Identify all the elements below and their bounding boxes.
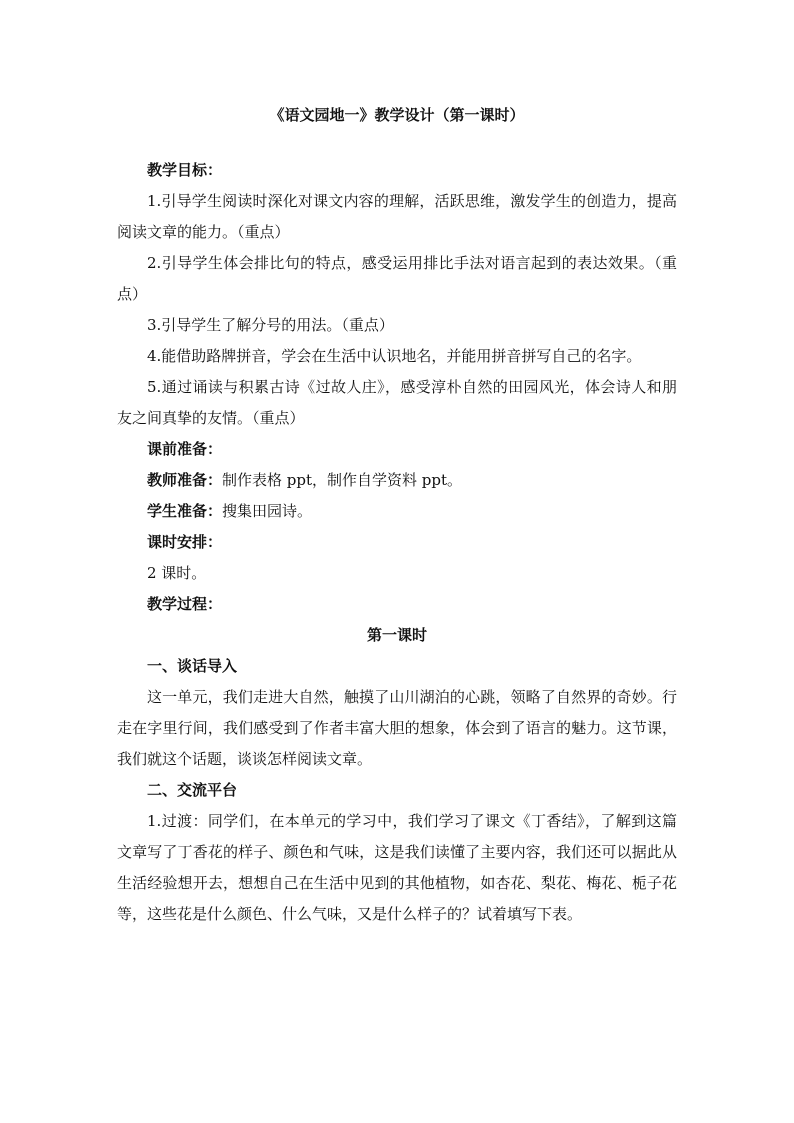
section2-heading: 二、交流平台	[147, 781, 238, 799]
document-title: 《语文园地一》教学设计（第一课时）	[269, 106, 525, 124]
section1-text: 这一单元，我们走进大自然，触摸了山川湖泊的心跳，领略了自然界的奇妙。行走在字里行间，我们感受到了作者丰富大胆的想象，体会到了语言的魅力。这节课，我们就这个话题，谈谈怎样阅读文章。	[117, 688, 677, 768]
student-prep-text: 搜集田园诗。	[222, 502, 313, 520]
section1-heading: 一、谈话导入	[147, 657, 238, 675]
goal-item-5: 5.通过诵读与积累古诗《过故人庄》，感受淳朴自然的田园风光，体会诗人和朋友之间真挚的友情。（重点）	[117, 378, 677, 427]
goal-item-1: 1.引导学生阅读时深化对课文内容的理解，活跃思维，激发学生的创造力，提高阅读文章的能力。（重点）	[117, 192, 677, 241]
schedule-heading: 课时安排：	[147, 533, 223, 551]
teacher-prep	[117, 465, 677, 496]
goal-item-2: 2.引导学生体会排比句的特点，感受运用排比手法对语言起到的表达效果。（重点）	[117, 254, 677, 303]
goal-item-4: 4.能借助路牌拼音，学会在生活中认识地名，并能用拼音拼写自己的名字。	[147, 347, 642, 365]
goal-item-3: 3.引导学生了解分号的用法。（重点）	[147, 316, 394, 334]
lesson-title: 第一课时	[366, 626, 427, 644]
teacher-prep-label: 教师准备：	[147, 471, 223, 489]
schedule-text: 2 课时。	[147, 564, 207, 582]
process-heading: 教学过程：	[147, 595, 223, 613]
student-prep	[117, 496, 677, 527]
teacher-prep-text: 制作表格 ppt，制作自学资料 ppt。	[222, 471, 463, 489]
student-prep-label: 学生准备：	[147, 502, 223, 520]
prep-heading: 课前准备：	[147, 440, 223, 458]
document-body	[117, 100, 677, 930]
goals-heading: 教学目标：	[147, 161, 223, 179]
section2-text: 1.过渡：同学们，在本单元的学习中，我们学习了课文《丁香结》，了解到这篇文章写了丁香花的样子、颜色和气味，这是我们读懂了主要内容，我们还可以据此从生活经验想开去，想想自己在生活中见到的其他植物，如杏花、梨花、梅花、栀子花等，这些花是什么颜色、什么气味，又是什么样子的？试着填写下表。	[117, 812, 677, 923]
